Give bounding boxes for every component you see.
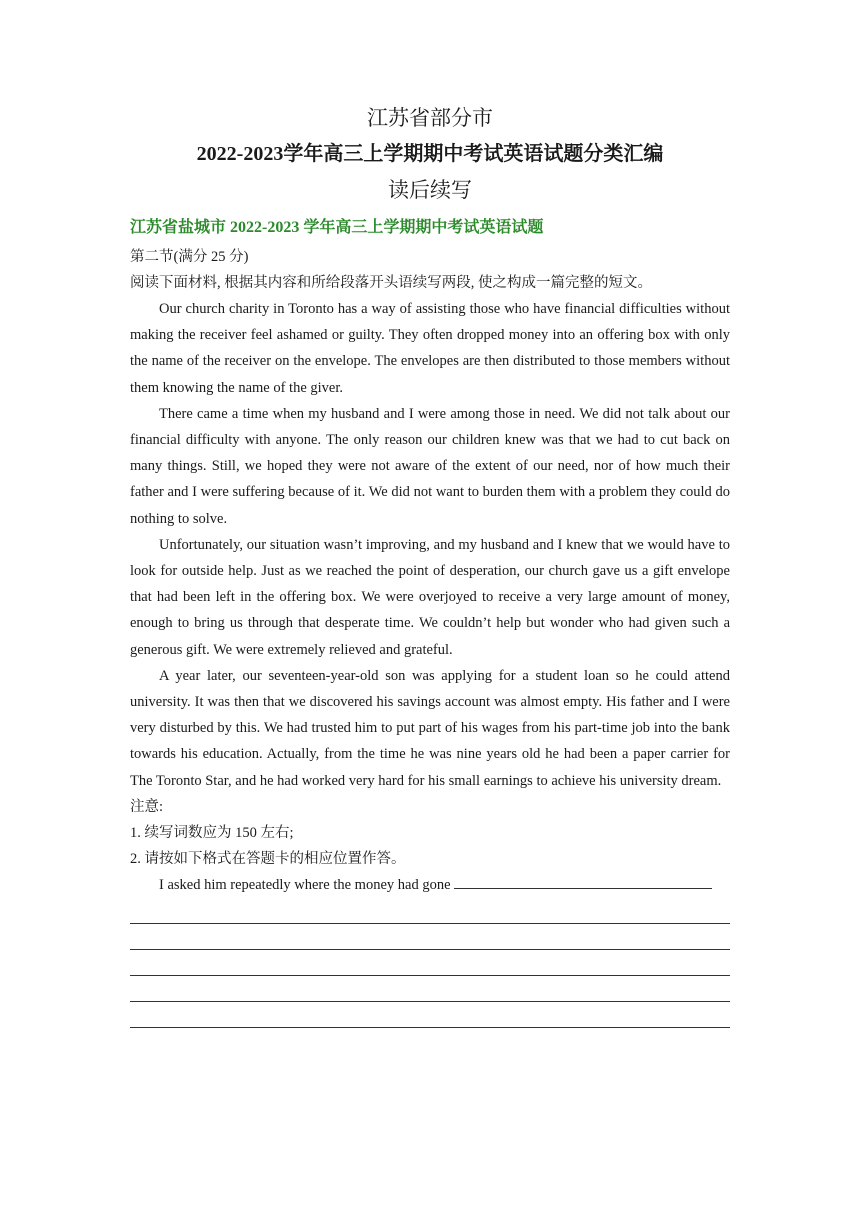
answer-blank-line[interactable] <box>130 1002 730 1028</box>
title-region: 江苏省部分市 <box>367 106 493 130</box>
answer-blank-line[interactable] <box>130 924 730 950</box>
note-item-1: 1. 续写词数应为 150 左右; <box>130 824 294 841</box>
document-page <box>130 100 730 1028</box>
source-heading: 江苏省盐城市 2022-2023 学年高三上学期期中考试英语试题 <box>130 219 544 236</box>
title-topic: 读后续写 <box>388 178 472 202</box>
title-exam: 2022-2023学年高三上学期期中考试英语试题分类汇编 <box>196 143 664 165</box>
answer-opening-text: I asked him repeatedly where the money had gone <box>159 876 455 893</box>
passage-paragraph-4: A year later, our seventeen-year-old son was applying for a student loan so he could attend university. It was then that we discovered his savings account was almost empty. His father and I were very disturbed by this. We had trusted him to put part of his wages from his part-time job into the bank towards his education. Actually, from the time he was nine years old he had been a paper carrier for The Toronto Star, and he had worked very hard for his small earnings to achieve his university dream. <box>130 667 730 789</box>
answer-blank-inline[interactable] <box>454 872 712 889</box>
answer-blank-line[interactable] <box>130 976 730 1002</box>
passage-paragraph-2: There came a time when my husband and I were among those in need. We did not talk about our financial difficulty with anyone. The only reason our children knew was that we had to cut back on many things. Still, we hoped they were not aware of the extent of our need, nor of how much their father and I were suffering because of it. We did not want to burden them with a problem they could do nothing to solve. <box>130 405 730 527</box>
note-item-2: 2. 请按如下格式在答题卡的相应位置作答。 <box>130 850 406 867</box>
passage-paragraph-3: Unfortunately, our situation wasn’t improving, and my husband and I knew that we would have to look for outside help. Just as we reached the point of desperation, our church gave us a gift envelope that had been left in the offering box. We were overjoyed to receive a very large amount of money, enough to bring us through that desperate time. We couldn’t help but wonder who had given such a generous gift. We were extremely relieved and grateful. <box>130 536 730 658</box>
answer-opening-line <box>130 872 730 898</box>
answer-blank-line[interactable] <box>130 950 730 976</box>
instruction-text: 阅读下面材料, 根据其内容和所给段落开头语续写两段, 使之构成一篇完整的短文。 <box>130 275 652 291</box>
answer-blank-line[interactable] <box>130 898 730 924</box>
notes-heading: 注意: <box>130 798 164 815</box>
passage-paragraph-1: Our church charity in Toronto has a way of assisting those who have financial difficulties without making the receiver feel ashamed or guilty. They often dropped money into an offering box with only the name of the receiver on the envelope. The envelopes are then distributed to those members without them knowing the name of the giver. <box>130 301 730 396</box>
section-part: 第二节(满分 25 分) <box>130 249 249 265</box>
